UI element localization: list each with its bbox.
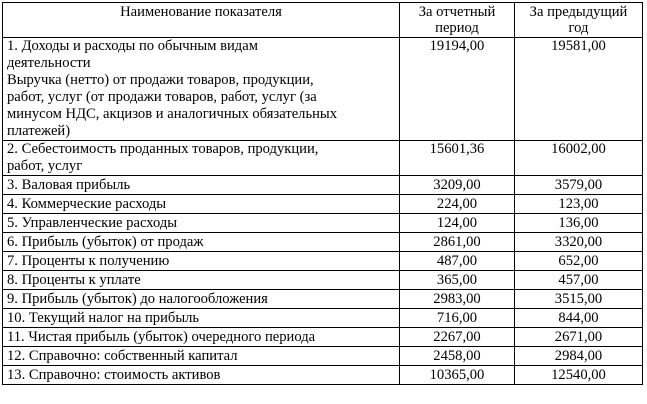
row-name: 6. Прибыль (убыток) от продаж [3, 233, 400, 252]
row-previous-value: 3579,00 [515, 176, 643, 195]
header-indicator [3, 3, 400, 38]
row-current-value: 2458,00 [400, 347, 515, 366]
row-name: 9. Прибыль (убыток) до налогообложения [3, 290, 400, 309]
table-row [3, 38, 643, 141]
row-name: 11. Чистая прибыль (убыток) очередного периода [3, 328, 400, 347]
row-name: 3. Валовая прибыль [3, 176, 400, 195]
row-current-value: 365,00 [400, 271, 515, 290]
row-previous-value: 16002,00 [515, 141, 643, 176]
row-name-line: деятельности [7, 55, 91, 71]
table-row [3, 290, 643, 309]
row-previous-value: 19581,00 [515, 38, 643, 141]
row-name-line: Выручка (нетто) от продажи товаров, продукции, [7, 72, 314, 88]
row-name-line: минусом НДС, акцизов и аналогичных обязательных [7, 106, 338, 122]
table-row [3, 271, 643, 290]
table-row [3, 366, 643, 385]
row-name: 5. Управленческие расходы [3, 214, 400, 233]
row-current-value: 15601,36 [400, 141, 515, 176]
row-previous-value: 2984,00 [515, 347, 643, 366]
row-current-value: 19194,00 [400, 38, 515, 141]
table-row [3, 195, 643, 214]
table-row [3, 233, 643, 252]
row-previous-value: 652,00 [515, 252, 643, 271]
row-previous-value: 3320,00 [515, 233, 643, 252]
row-previous-value: 123,00 [515, 195, 643, 214]
header-row [3, 3, 643, 38]
row-current-value: 10365,00 [400, 366, 515, 385]
table-row [3, 347, 643, 366]
row-previous-value: 136,00 [515, 214, 643, 233]
row-current-value: 224,00 [400, 195, 515, 214]
row-name-cell [3, 141, 400, 176]
row-previous-value: 2671,00 [515, 328, 643, 347]
row-current-value: 2267,00 [400, 328, 515, 347]
row-name-line: работ, услуг (от продажи товаров, работ, услуг (за [7, 89, 317, 105]
row-previous-value: 12540,00 [515, 366, 643, 385]
table-row [3, 214, 643, 233]
financial-results-table [2, 2, 643, 385]
row-name: 10. Текущий налог на прибыль [3, 309, 400, 328]
table-row [3, 176, 643, 195]
row-current-value: 124,00 [400, 214, 515, 233]
header-current-period [400, 3, 515, 38]
row-name: 4. Коммерческие расходы [3, 195, 400, 214]
row-current-value: 2983,00 [400, 290, 515, 309]
row-name: 7. Проценты к получению [3, 252, 400, 271]
header-previous-line1: За предыдущий [529, 4, 628, 20]
row-current-value: 716,00 [400, 309, 515, 328]
table-row [3, 309, 643, 328]
row-previous-value: 3515,00 [515, 290, 643, 309]
table-row [3, 252, 643, 271]
header-previous-year [515, 3, 643, 38]
row-previous-value: 457,00 [515, 271, 643, 290]
row-name-line: работ, услуг [7, 158, 83, 174]
row-current-value: 3209,00 [400, 176, 515, 195]
table-row [3, 141, 643, 176]
row-name-line: 2. Себестоимость проданных товаров, продукции, [7, 141, 319, 157]
row-name-line: платежей) [7, 123, 71, 139]
header-current-line1: За отчетный [418, 4, 496, 20]
row-name: 12. Справочно: собственный капитал [3, 347, 400, 366]
row-name-cell [3, 38, 400, 141]
table-row [3, 328, 643, 347]
row-name: 13. Справочно: стоимость активов [3, 366, 400, 385]
row-current-value: 2861,00 [400, 233, 515, 252]
header-previous-line2: год [568, 20, 589, 36]
row-name: 8. Проценты к уплате [3, 271, 400, 290]
row-current-value: 487,00 [400, 252, 515, 271]
header-current-line2: период [435, 20, 479, 36]
row-name-line: 1. Доходы и расходы по обычным видам [7, 38, 258, 54]
header-indicator-label: Наименование показателя [120, 4, 282, 20]
row-previous-value: 844,00 [515, 309, 643, 328]
